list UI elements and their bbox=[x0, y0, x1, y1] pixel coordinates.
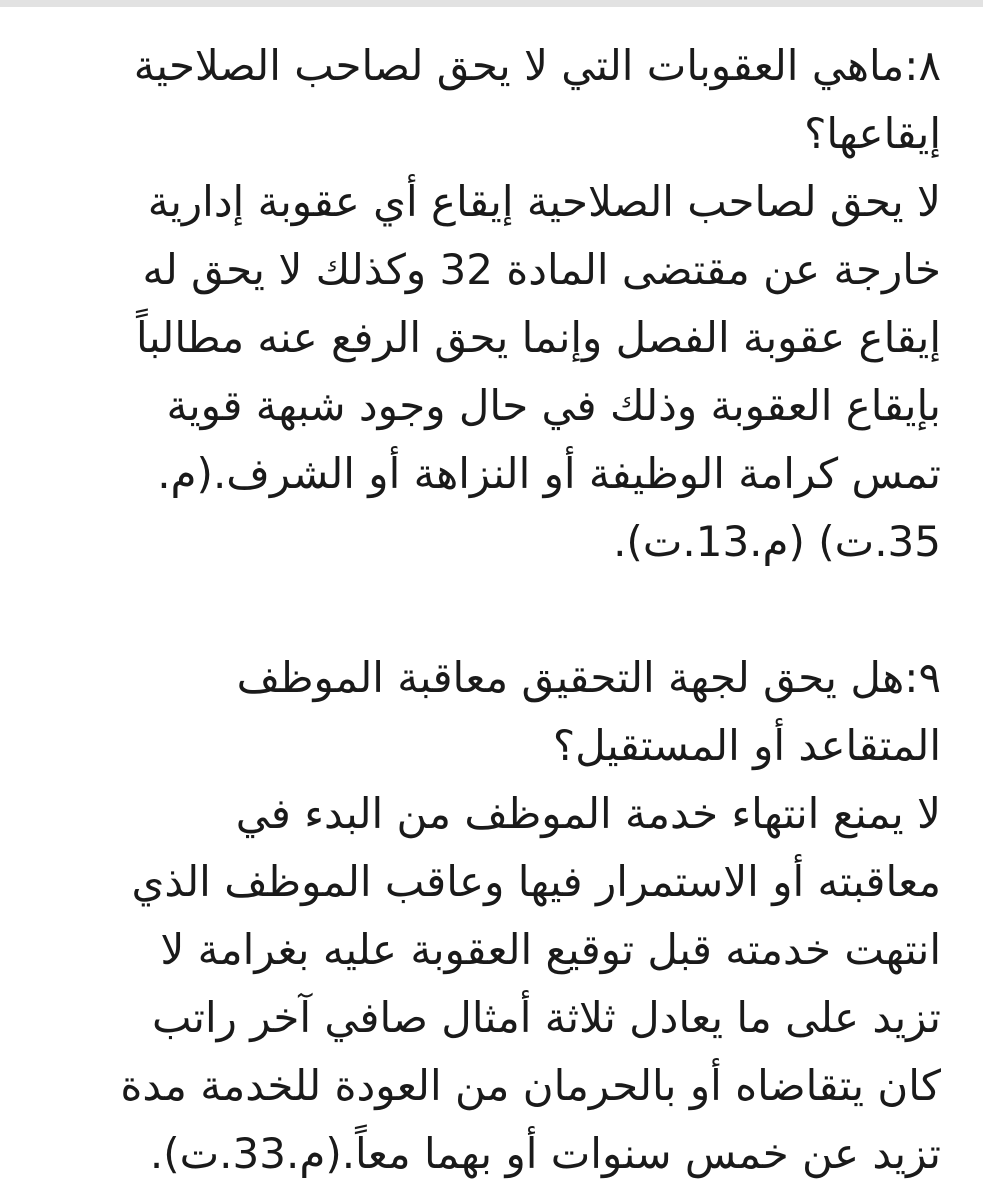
q8-answer-line-1: لا يحق لصاحب الصلاحية إيقاع أي عقوبة إدارية bbox=[147, 177, 941, 226]
q8-question-line-1: ٨:ماهي العقوبات التي لا يحق لصاحب الصلاحية bbox=[133, 41, 941, 90]
q9-question-line-2: المتقاعد أو المستقيل؟ bbox=[552, 721, 941, 770]
q8-answer-line-5: تمس كرامة الوظيفة أو النزاهة أو الشرف.(م. bbox=[157, 449, 941, 498]
q8-answer-line-2: خارجة عن مقتضى المادة 32 وكذلك لا يحق له bbox=[142, 245, 941, 294]
q8-answer-line-4: بإيقاع العقوبة وذلك في حال وجود شبهة قوية bbox=[166, 381, 941, 430]
q9-question-line-1: ٩:هل يحق لجهة التحقيق معاقبة الموظف bbox=[236, 653, 941, 702]
q9-answer-line-6: تزيد عن خمس سنوات أو بهما معاً.(م.33.ت). bbox=[149, 1129, 941, 1178]
q9-answer-line-4: تزيد على ما يعادل ثلاثة أمثال صافي آخر راتب bbox=[152, 993, 941, 1042]
q9-answer-line-5: كان يتقاضاه أو بالحرمان من العودة للخدمة مدة bbox=[120, 1061, 941, 1110]
q8-answer-line-3: إيقاع عقوبة الفصل وإنما يحق الرفع عنه مطالباً bbox=[136, 313, 941, 362]
q8-question-line-2: إيقاعها؟ bbox=[804, 109, 941, 158]
q9-answer-line-2: معاقبته أو الاستمرار فيها وعاقب الموظف الذي bbox=[131, 857, 941, 906]
q9-answer-line-1: لا يمنع انتهاء خدمة الموظف من البدء في bbox=[235, 789, 941, 838]
q9-answer-line-3: انتهت خدمته قبل توقيع العقوبة عليه بغرامة لا bbox=[160, 925, 941, 974]
q8-answer-line-6: 35.ت) (م.13.ت). bbox=[613, 517, 941, 566]
